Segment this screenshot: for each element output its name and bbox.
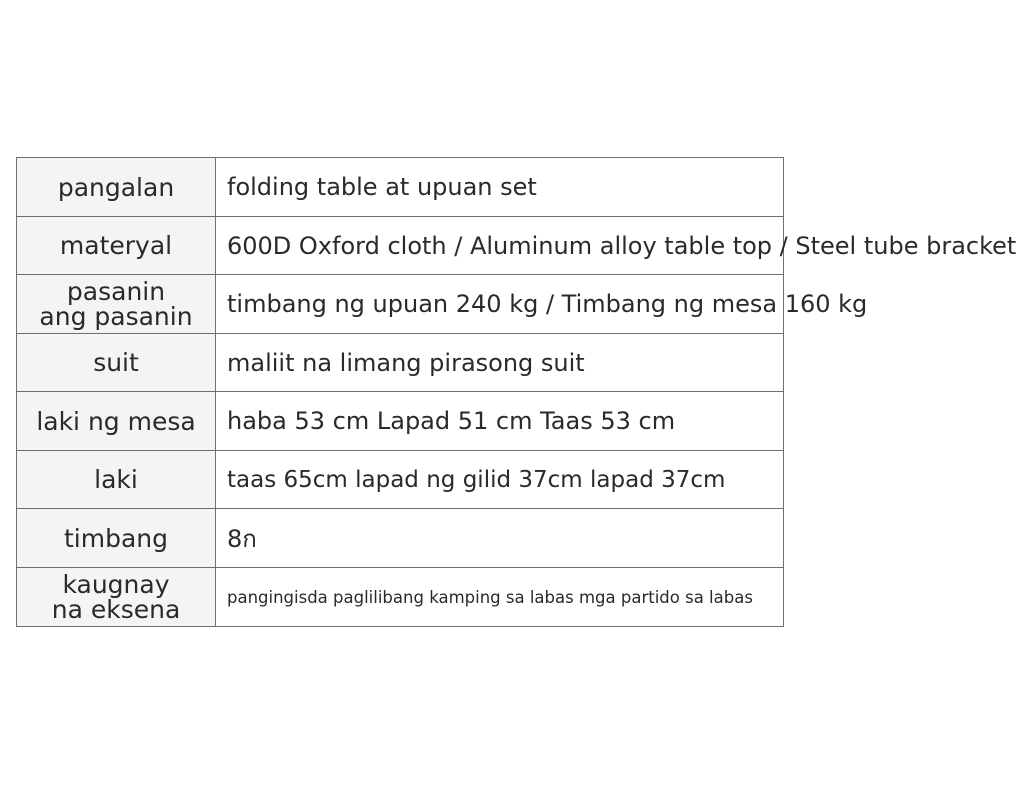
- row-label-weight: [17, 509, 216, 568]
- label-text: kaugnay: [62, 570, 170, 599]
- table-row: [17, 217, 784, 275]
- row-value-load: timbang ng upuan 240 kg / Timbang ng mesa 160 kg: [216, 275, 784, 334]
- label-text: suit: [93, 348, 139, 377]
- label-text: laki ng mesa: [36, 406, 196, 436]
- label-text: pangalan: [57, 172, 175, 202]
- row-value-scene: pangingisda paglilibang kamping sa labas mga partido sa labas: [216, 568, 784, 627]
- label-text: na eksena: [51, 595, 181, 624]
- row-label-suit: [17, 334, 216, 392]
- row-value-suit: maliit na limang pirasong suit: [216, 334, 784, 392]
- table-row: [17, 509, 784, 568]
- row-label-table-size: [17, 392, 216, 451]
- label-text: timbang: [63, 523, 168, 553]
- label-text: materyal: [59, 231, 173, 260]
- table-row: [17, 158, 784, 217]
- spec-table: [16, 157, 1016, 627]
- table-row: [17, 275, 784, 334]
- row-label-material: [17, 217, 216, 275]
- row-value-material: 600D Oxford cloth / Aluminum alloy table top / Steel tube bracket: [216, 217, 784, 275]
- table-row: [17, 334, 784, 392]
- table-row: [17, 451, 784, 509]
- row-value-size: taas 65cm lapad ng gilid 37cm lapad 37cm: [216, 451, 784, 509]
- table-row: [17, 568, 784, 627]
- row-value-table-size: haba 53 cm Lapad 51 cm Taas 53 cm: [216, 392, 784, 451]
- table-row: [17, 392, 784, 451]
- row-value-weight: 8ก: [216, 509, 784, 568]
- label-text: pasanin: [66, 277, 166, 306]
- row-label-load: [17, 275, 216, 334]
- label-text: laki: [94, 465, 138, 494]
- label-text: ang pasanin: [39, 302, 193, 331]
- row-label-name: [17, 158, 216, 217]
- row-label-size: [17, 451, 216, 509]
- row-value-name: folding table at upuan set: [216, 158, 784, 217]
- row-label-scene: [17, 568, 216, 627]
